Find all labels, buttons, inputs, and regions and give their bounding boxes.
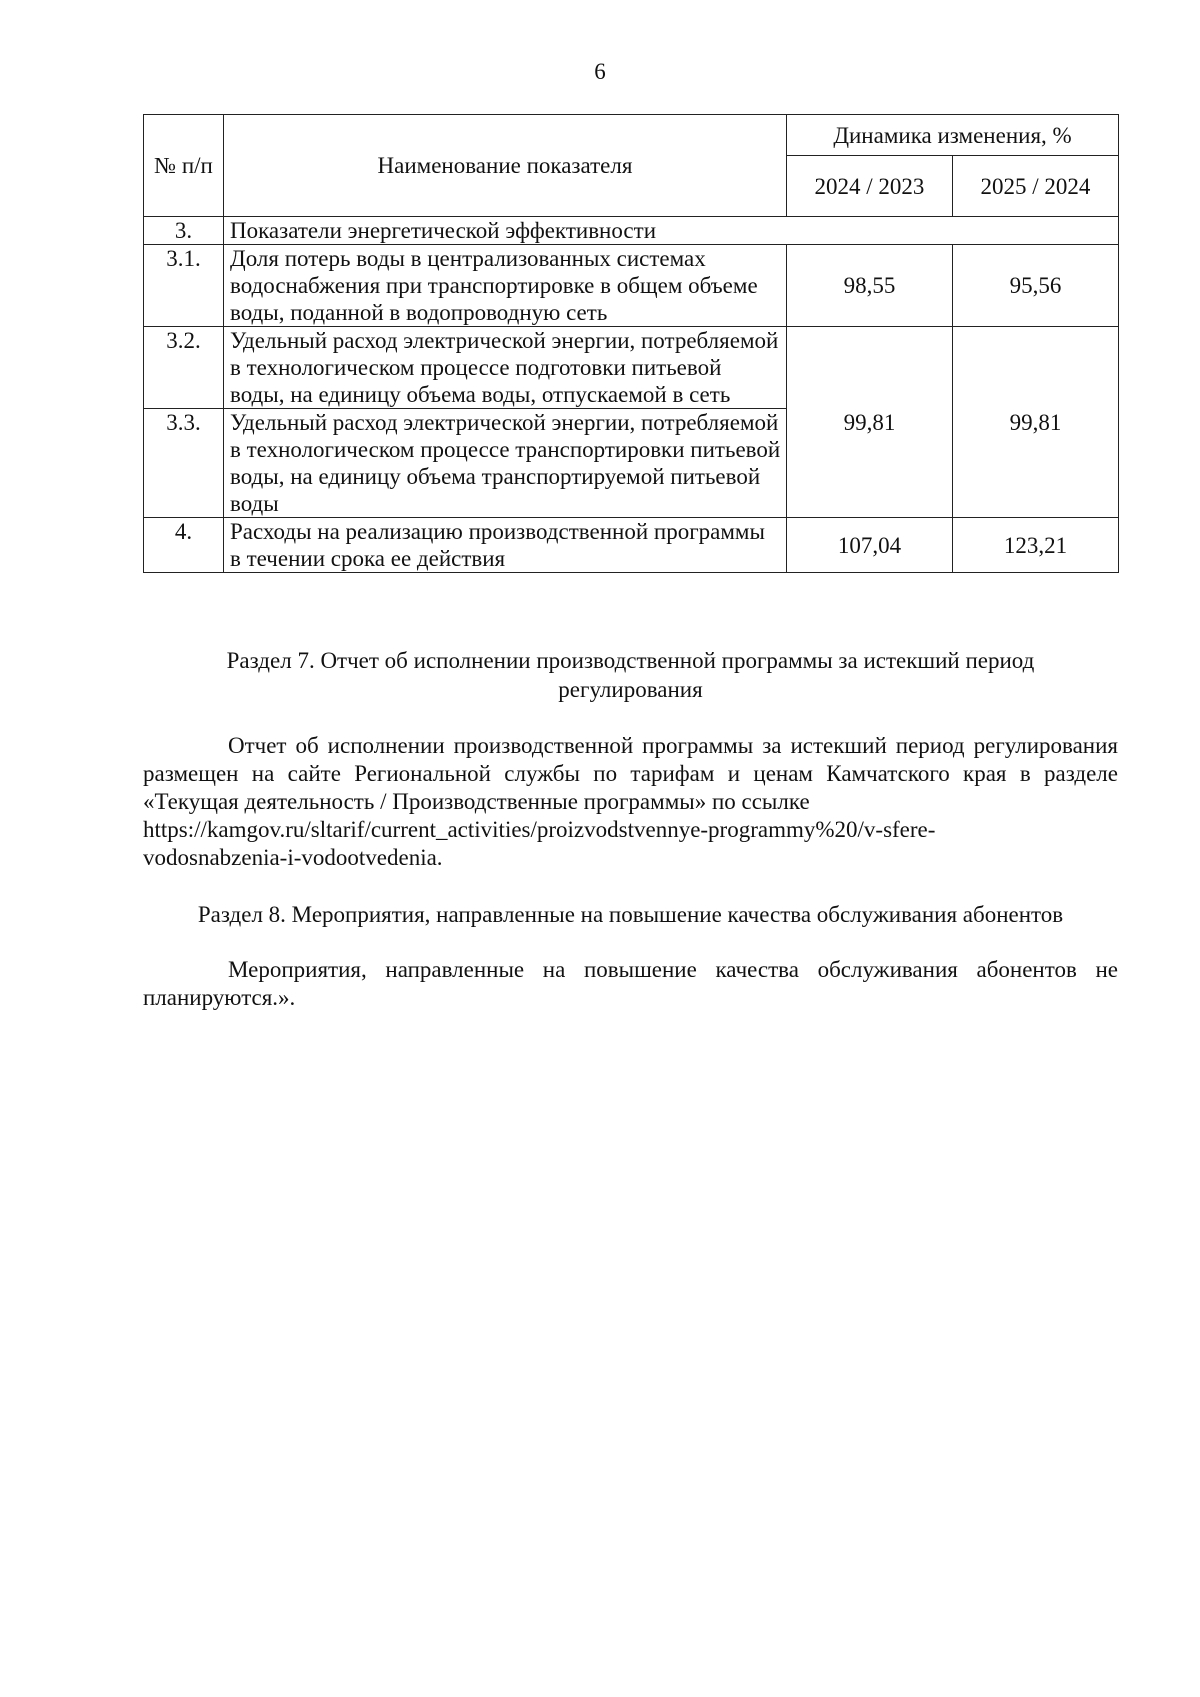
row-number: 3.1. — [144, 245, 224, 327]
row-value-2024-2023: 107,04 — [787, 518, 953, 573]
table-row-3-2 — [144, 327, 1119, 409]
section-8-heading: Раздел 8. Мероприятия, направленные на повышение качества обслуживания абонентов — [197, 902, 1064, 927]
row-value-2025-2024: 95,56 — [953, 245, 1119, 327]
section-7-heading-line1: Раздел 7. Отчет об исполнении производственной программы за истекший период — [226, 648, 1035, 673]
header-dynamics: Динамика изменения, % — [787, 115, 1119, 156]
section-7-paragraph — [143, 732, 1118, 872]
row-value-2025-2024: 99,81 — [953, 327, 1119, 518]
row-name: Удельный расход электрической энергии, потребляемой в технологическом процессе транспортировки питьевой воды, на единицу объема транспортируемой питьевой воды — [224, 409, 787, 518]
table-row-4 — [144, 518, 1119, 573]
page-number: 6 — [594, 59, 606, 84]
row-number: 3.2. — [144, 327, 224, 409]
row-value-2024-2023: 99,81 — [787, 327, 953, 518]
row-number: 3. — [144, 217, 224, 245]
header-year-2025-2024: 2025 / 2024 — [953, 156, 1119, 217]
indicators-table — [143, 114, 1119, 573]
header-year-2024-2023: 2024 / 2023 — [787, 156, 953, 217]
row-number: 4. — [144, 518, 224, 573]
section-7-link-line2: vodosnabzenia-i-vodootvedenia. — [143, 845, 443, 870]
row-name: Удельный расход электрической энергии, потребляемой в технологическом процессе подготовки питьевой воды, на единицу объема воды, отпускаемой в сеть — [224, 327, 787, 409]
row-number: 3.3. — [144, 409, 224, 518]
header-name: Наименование показателя — [224, 115, 787, 217]
header-number: № п/п — [144, 115, 224, 217]
table-header-row — [144, 115, 1119, 156]
section-7-text: Отчет об исполнении производственной программы за истекший период регулирования размещен на сайте Региональной службы по тарифам и ценам Камчатского края в разделе «Текущая деятельность / Производственные программы» по ссылке — [143, 733, 1118, 814]
row-name: Показатели энергетической эффективности — [224, 217, 1119, 245]
section-7-link-line1: https://kamgov.ru/sltarif/current_activities/proizvodstvennye-programmy%20/v-sfere- — [143, 817, 936, 842]
section-8-text: Мероприятия, направленные на повышение качества обслуживания абонентов не планируются.». — [143, 957, 1118, 1010]
row-name: Расходы на реализацию производственной программы в течении срока ее действия — [224, 518, 787, 573]
row-value-2025-2024: 123,21 — [953, 518, 1119, 573]
section-7-heading-line2: регулирования — [558, 677, 703, 702]
row-value-2024-2023: 98,55 — [787, 245, 953, 327]
section-8-paragraph — [143, 956, 1118, 1012]
row-name: Доля потерь воды в централизованных системах водоснабжения при транспортировке в общем объеме воды, поданной в водопроводную сеть — [224, 245, 787, 327]
table-row-3-1 — [144, 245, 1119, 327]
section-7-heading — [143, 646, 1118, 704]
table-row-section-3 — [144, 217, 1119, 245]
